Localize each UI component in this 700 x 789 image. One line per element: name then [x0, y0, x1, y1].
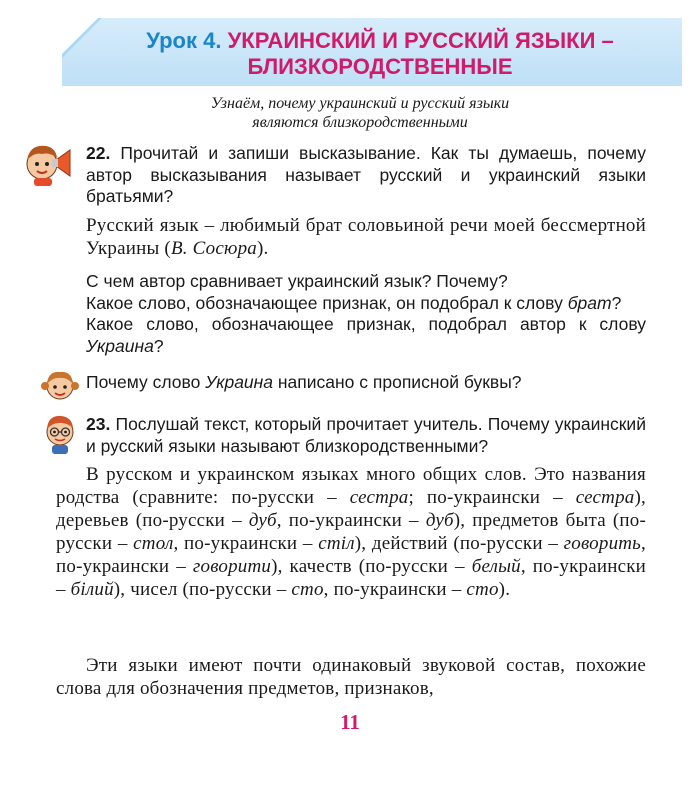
lesson-number: Урок 4.	[146, 28, 222, 53]
question-2: Какое слово, обозначающее признак, он подобрал к слову брат?	[86, 292, 622, 313]
question-1: С чем автор сравнивает украинский язык? Почему?	[86, 271, 508, 291]
lesson-title-line1: УКРАИНСКИЙ И РУССКИЙ ЯЗЫКИ –	[227, 28, 614, 53]
exercise-22-quote	[86, 214, 646, 260]
boy-with-glasses-icon	[40, 410, 80, 456]
exercise-22-questions	[86, 271, 646, 357]
quote-author: В. Сосюра	[170, 238, 257, 259]
exercise-23-paragraph-2: Эти языки имеют почти одинаковый звуковой состав, похожие слова для обозначения предметов, признаков,	[56, 655, 646, 699]
quote-end: ).	[256, 238, 269, 259]
page-number: 11	[340, 710, 360, 734]
exercise-23-task	[86, 414, 646, 457]
girl-icon	[40, 366, 80, 406]
lesson-title-line2: БЛИЗКОРОДСТВЕННЫЕ	[247, 54, 513, 79]
subtitle-line2: являются близкородственными	[252, 114, 468, 131]
subtitle-line1: Узнаём, почему украинский и русский языки	[210, 95, 510, 112]
speaking-boy-icon	[20, 138, 78, 188]
exercise-22-question-4: Почему слово Украина написано с прописной буквы?	[86, 372, 522, 392]
exercise-23-number: 23.	[86, 414, 111, 434]
lesson-title	[100, 28, 660, 80]
exercise-23-text: Послушай текст, который прочитает учитель. Почему украинский и русский языки называют близкородственными?	[86, 414, 646, 456]
exercise-22-text: Прочитай и запиши высказывание. Как ты думаешь, почему автор высказывания называет русский и украинский языки братьями?	[86, 143, 646, 206]
exercise-22-task	[86, 143, 646, 208]
exercise-22-number: 22.	[86, 143, 111, 163]
lesson-subtitle	[100, 94, 620, 132]
question-3: Какое слово, обозначающее признак, подобрал автор к слову Украина?	[86, 314, 646, 356]
quote-text: Русский язык – любимый брат соловьиной речи моей бессмертной Украины (	[86, 215, 646, 259]
exercise-23-paragraph-1: В русском и украинском языках много общих слов. Это названия родства (сравните: по-русски – сестра; по-украински – сестра), деревьев (по-русски – дуб, по-украински – дуб), предметов быта (по-русски – стол, по-украински – стіл), действий (по-русски – говорить, по-украински – говорити), качеств (по-русски – белый, по-украински – білий), чисел (по-русски – сто, по-украински – сто).	[56, 464, 647, 600]
banner-fold-corner	[58, 14, 102, 58]
